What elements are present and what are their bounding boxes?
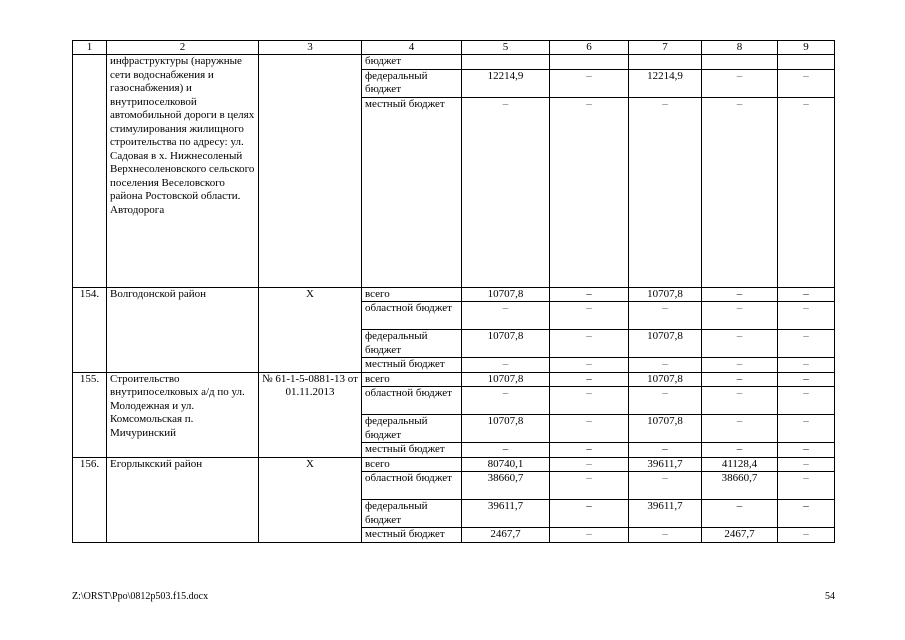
value-cell: 39611,7: [629, 457, 702, 472]
value-cell: –: [702, 443, 778, 458]
header-cell: 2: [107, 41, 259, 55]
value-cell: 80740,1: [462, 457, 550, 472]
value-cell: –: [778, 330, 835, 358]
table-row: [73, 55, 835, 70]
budget-type: местный бюджет: [362, 97, 462, 287]
value-cell: –: [462, 302, 550, 330]
value-cell: –: [778, 443, 835, 458]
value-cell: –: [629, 472, 702, 500]
value-cell: 39611,7: [629, 500, 702, 528]
value-cell: –: [778, 358, 835, 373]
value-cell: –: [629, 528, 702, 543]
budget-type: всего: [362, 287, 462, 302]
budget-type: областной бюджет: [362, 472, 462, 500]
budget-type: федеральный бюджет: [362, 500, 462, 528]
value-cell: 10707,8: [629, 330, 702, 358]
value-cell: –: [629, 302, 702, 330]
budget-type: федеральный бюджет: [362, 69, 462, 97]
value-cell: –: [462, 387, 550, 415]
value-cell: –: [550, 358, 629, 373]
object-name: Волгодонской район: [107, 287, 259, 372]
table-row: [73, 457, 835, 472]
value-cell: [629, 55, 702, 70]
value-cell: –: [778, 528, 835, 543]
value-cell: –: [550, 500, 629, 528]
value-cell: –: [702, 415, 778, 443]
value-cell: –: [778, 387, 835, 415]
value-cell: 10707,8: [462, 415, 550, 443]
value-cell: 39611,7: [462, 500, 550, 528]
value-cell: 2467,7: [702, 528, 778, 543]
value-cell: [550, 55, 629, 70]
value-cell: –: [629, 443, 702, 458]
object-code: Х: [259, 287, 362, 372]
value-cell: 38660,7: [702, 472, 778, 500]
value-cell: 10707,8: [629, 287, 702, 302]
value-cell: –: [778, 97, 835, 287]
budget-type: федеральный бюджет: [362, 330, 462, 358]
table-row: [73, 372, 835, 387]
value-cell: –: [550, 97, 629, 287]
value-cell: 38660,7: [462, 472, 550, 500]
header-cell: 6: [550, 41, 629, 55]
value-cell: –: [462, 97, 550, 287]
value-cell: –: [702, 69, 778, 97]
budget-type: всего: [362, 457, 462, 472]
value-cell: –: [550, 330, 629, 358]
value-cell: –: [702, 387, 778, 415]
header-cell: 9: [778, 41, 835, 55]
value-cell: –: [629, 358, 702, 373]
header-row: [73, 41, 835, 55]
value-cell: –: [702, 287, 778, 302]
value-cell: –: [550, 457, 629, 472]
value-cell: –: [778, 415, 835, 443]
header-cell: 3: [259, 41, 362, 55]
page-number: 54: [825, 591, 835, 602]
object-name: Егорлыкский район: [107, 457, 259, 542]
value-cell: –: [702, 97, 778, 287]
value-cell: –: [778, 457, 835, 472]
table-row: [73, 287, 835, 302]
value-cell: 10707,8: [629, 415, 702, 443]
budget-type: всего: [362, 372, 462, 387]
value-cell: [702, 55, 778, 70]
value-cell: [778, 55, 835, 70]
value-cell: –: [550, 472, 629, 500]
header-cell: 1: [73, 41, 107, 55]
value-cell: –: [778, 500, 835, 528]
value-cell: –: [550, 69, 629, 97]
value-cell: –: [550, 387, 629, 415]
value-cell: 41128,4: [702, 457, 778, 472]
budget-table: [72, 40, 835, 543]
value-cell: –: [778, 372, 835, 387]
object-name: Строительство внутрипоселковых а/д по ул. Молодежная и ул. Комсомольская п. Мичуринский: [107, 372, 259, 457]
object-code: [259, 55, 362, 288]
value-cell: –: [550, 372, 629, 387]
object-code: Х: [259, 457, 362, 542]
value-cell: –: [462, 358, 550, 373]
value-cell: –: [550, 528, 629, 543]
header-cell: 8: [702, 41, 778, 55]
budget-type: областной бюджет: [362, 302, 462, 330]
value-cell: –: [462, 443, 550, 458]
budget-type: областной бюджет: [362, 387, 462, 415]
header-cell: 7: [629, 41, 702, 55]
value-cell: [462, 55, 550, 70]
value-cell: 10707,8: [462, 372, 550, 387]
header-cell: 5: [462, 41, 550, 55]
value-cell: 10707,8: [629, 372, 702, 387]
header-cell: 4: [362, 41, 462, 55]
budget-type: бюджет: [362, 55, 462, 70]
value-cell: –: [778, 302, 835, 330]
value-cell: –: [778, 69, 835, 97]
value-cell: –: [550, 443, 629, 458]
value-cell: 10707,8: [462, 287, 550, 302]
value-cell: –: [702, 330, 778, 358]
row-number: [73, 55, 107, 288]
value-cell: –: [629, 97, 702, 287]
budget-type: местный бюджет: [362, 443, 462, 458]
value-cell: –: [778, 287, 835, 302]
value-cell: 12214,9: [462, 69, 550, 97]
value-cell: –: [702, 500, 778, 528]
budget-type: федеральный бюджет: [362, 415, 462, 443]
value-cell: –: [778, 472, 835, 500]
file-path: Z:\ORST\Ppo\0812p503.f15.docx: [72, 591, 209, 602]
row-number: 156.: [73, 457, 107, 542]
value-cell: 2467,7: [462, 528, 550, 543]
value-cell: –: [550, 287, 629, 302]
value-cell: –: [702, 372, 778, 387]
budget-type: местный бюджет: [362, 358, 462, 373]
object-code: № 61-1-5-0881-13 от 01.11.2013: [259, 372, 362, 457]
value-cell: –: [550, 302, 629, 330]
value-cell: 10707,8: [462, 330, 550, 358]
object-name: инфраструктуры (наружные сети водоснабжения и газоснабжения) и внутрипоселковой автомобильной дороги в целях стимулирования жилищного строительства по адресу: ул. Садовая в х. Нижнесоленый Верхнесоленовского сельского поселения Веселовского района Ростовской области. Автодорога: [107, 55, 259, 288]
value-cell: –: [702, 358, 778, 373]
value-cell: –: [629, 387, 702, 415]
row-number: 154.: [73, 287, 107, 372]
value-cell: 12214,9: [629, 69, 702, 97]
budget-type: местный бюджет: [362, 528, 462, 543]
row-number: 155.: [73, 372, 107, 457]
value-cell: –: [550, 415, 629, 443]
value-cell: –: [702, 302, 778, 330]
